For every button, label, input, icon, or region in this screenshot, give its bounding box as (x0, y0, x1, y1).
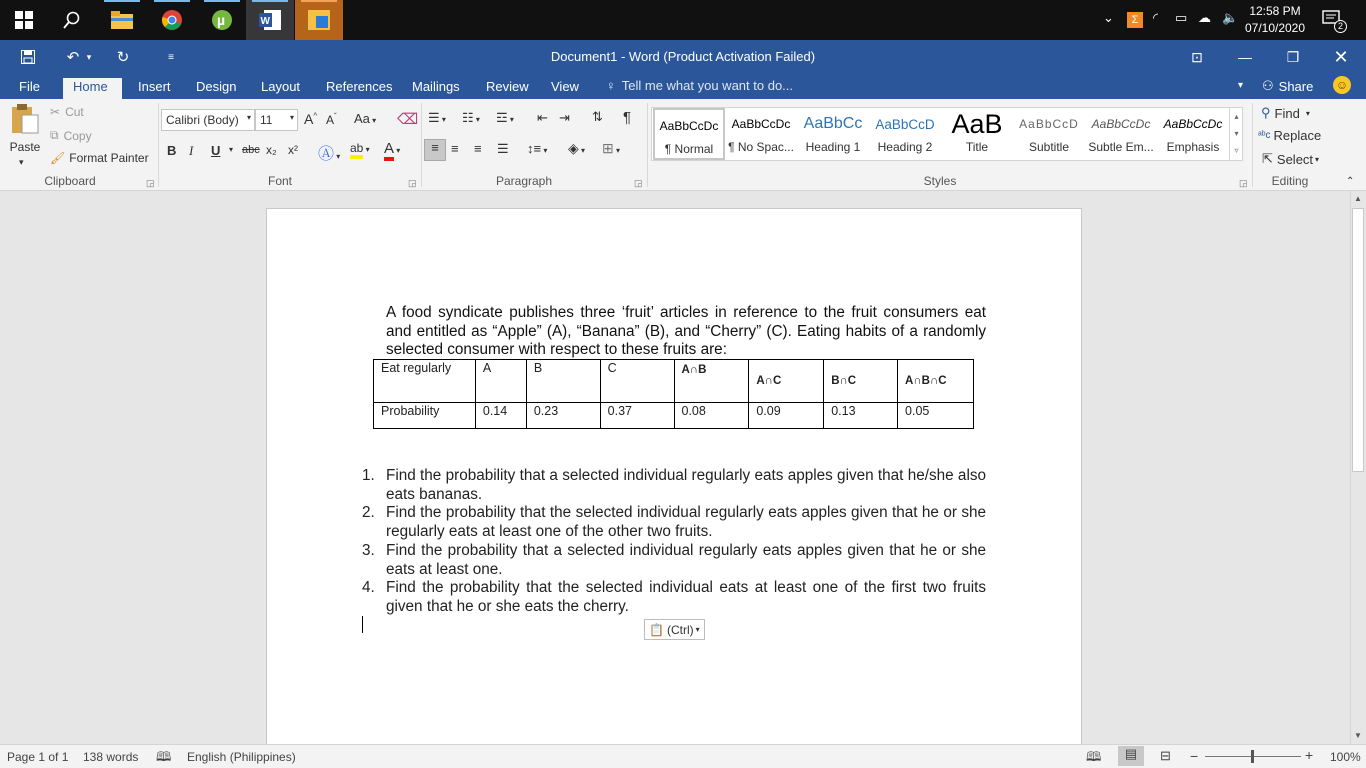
windows-logo-icon (15, 11, 33, 29)
smiley-icon[interactable]: ☺ (1333, 76, 1351, 94)
word-count[interactable]: 138 words (83, 750, 139, 764)
undo-icon: ↶ (66, 49, 80, 66)
chevron-down-icon: ▾ (229, 145, 234, 154)
list-item[interactable]: 1. Find the probability that a selected individual regularly eats apples given that he/she also eats bananas. (362, 467, 986, 503)
notification-badge: 2 (1334, 20, 1347, 33)
tab-references[interactable]: References (326, 79, 393, 94)
search-button[interactable] (48, 0, 96, 40)
table-cell[interactable]: C (600, 360, 674, 403)
style-emphasis[interactable]: AaBbCcDc Emphasis (1163, 117, 1223, 154)
chevron-down-icon: ▾ (695, 625, 700, 634)
zoom-out-icon[interactable]: − (1190, 748, 1199, 764)
group-separator (647, 103, 648, 187)
highlight-button[interactable]: ab ▾ (350, 141, 370, 155)
copy-button[interactable]: ⧉ Copy (50, 128, 92, 143)
lightbulb-icon: ♀ (606, 78, 616, 93)
align-left-icon: ≡ (431, 140, 439, 155)
print-layout-icon[interactable]: ▤ (1118, 746, 1144, 766)
bullets-button[interactable]: ☰ ▾ (428, 110, 446, 125)
collapse-ribbon-chevron[interactable] (1346, 176, 1354, 187)
svg-text:W: W (260, 16, 270, 27)
numbering-button[interactable]: ☷ ▾ (462, 110, 480, 125)
subscript-button[interactable]: x₂ (266, 143, 277, 157)
folder-icon (111, 11, 133, 29)
start-button[interactable] (0, 0, 48, 40)
chevron-up-icon[interactable]: ▴ (1234, 112, 1239, 121)
chrome-icon (161, 9, 183, 31)
style-title[interactable]: AaB Title (951, 108, 1003, 154)
table-cell[interactable]: B∩C (824, 360, 898, 403)
decrease-indent-button[interactable] (537, 110, 548, 126)
text-effects-button[interactable]: Ⓐ ▾ (318, 146, 341, 163)
bold-button[interactable]: B (167, 143, 177, 158)
clipboard-launcher[interactable] (146, 178, 155, 189)
ribbon-display-options[interactable] (1174, 40, 1220, 74)
text-effects-icon: Ⓐ (318, 146, 335, 163)
chevron-up-icon[interactable]: ⌄ (1103, 10, 1114, 25)
taskbar-files[interactable] (295, 0, 343, 40)
wifi-icon[interactable]: ◜ (1153, 10, 1159, 25)
zoom-slider-thumb[interactable] (1251, 750, 1254, 763)
battery-icon[interactable]: ▭ (1175, 10, 1188, 25)
table-cell[interactable]: 0.23 (526, 403, 600, 429)
table-cell[interactable]: A∩B (674, 360, 749, 403)
table-cell[interactable]: A (475, 360, 526, 403)
system-clock[interactable]: 12:58 PM 07/10/2020 (1244, 4, 1306, 35)
zoom-level[interactable]: 100% (1330, 750, 1361, 764)
taskbar-word[interactable] (246, 0, 294, 40)
style-no-spacing[interactable]: AaBbCcDc ¶ No Spac... (728, 117, 794, 154)
tab-design[interactable]: Design (196, 79, 237, 94)
justify-button[interactable] (497, 141, 509, 157)
font-size-box[interactable]: 11 ▾ (255, 109, 298, 131)
list-item[interactable]: 4. Find the probability that the selected individual eats at least one of the first two fruits given that he or she eats the cherry. (362, 579, 986, 615)
chevron-down-icon[interactable]: ▾ (1234, 129, 1239, 138)
borders-icon: ⊞ (602, 140, 614, 156)
table-cell[interactable]: Eat regularly (374, 360, 476, 403)
chevron-up-icon: ⌃ (1346, 176, 1355, 187)
shading-button[interactable]: ◈ ▾ (568, 140, 586, 156)
sort-icon: ⇅ (592, 109, 603, 124)
web-layout-icon[interactable]: ⊟ (1160, 748, 1171, 763)
line-spacing-button[interactable]: ↕≡ ▾ (527, 141, 548, 156)
minimize-button[interactable] (1222, 40, 1268, 74)
windows-taskbar (0, 0, 1366, 40)
cursor-icon: ⇱ (1262, 151, 1273, 166)
table-cell[interactable]: B (526, 360, 600, 403)
align-center-button[interactable] (451, 141, 459, 156)
chevron-down-icon: ▾ (289, 113, 294, 122)
justify-icon: ☰ (497, 141, 509, 156)
dialog-launcher-icon: ◲ (408, 178, 417, 188)
scroll-up-icon[interactable]: ▲ (1354, 194, 1362, 203)
tab-review[interactable]: Review (486, 79, 529, 94)
tray-app-icon[interactable]: Σ (1127, 12, 1143, 28)
grow-font-button[interactable]: A^ (304, 111, 318, 127)
font-launcher[interactable] (408, 178, 417, 189)
volume-icon[interactable]: 🔈 (1222, 10, 1239, 25)
paragraph-launcher[interactable] (634, 178, 643, 189)
word-icon (259, 10, 281, 30)
text-cursor (362, 616, 363, 633)
sort-button[interactable] (592, 109, 603, 125)
window-title: Document1 - Word (Product Activation Failed) (550, 49, 816, 64)
title-bar (0, 40, 1366, 74)
tell-me-box[interactable]: ♀ Tell me what you want to do... (606, 78, 794, 93)
ribbon-display-icon: ⊡ (1191, 48, 1203, 65)
table-cell[interactable]: 0.09 (749, 403, 824, 429)
table-cell[interactable]: Probability (374, 403, 476, 429)
replace-icon: ᵃᵇc (1258, 130, 1271, 141)
shrink-font-button[interactable]: $A^ˇ$ (326, 112, 337, 127)
proofing-icon[interactable]: 🕮 (156, 749, 172, 764)
superscript-button[interactable]: x² (288, 143, 298, 157)
styles-scroll[interactable] (1229, 108, 1243, 160)
increase-indent-button[interactable] (559, 110, 570, 126)
close-button[interactable] (1318, 40, 1364, 74)
style-heading-2[interactable]: AaBbCcD Heading 2 (875, 116, 935, 154)
style-subtitle[interactable]: AaBbCcD Subtitle (1019, 117, 1079, 154)
cut-button[interactable]: ✂ Cut (50, 105, 84, 119)
chevron-down-icon: ▾ (246, 113, 251, 122)
tab-file[interactable]: File (19, 79, 40, 94)
table-cell[interactable]: 0.13 (824, 403, 898, 429)
replace-button[interactable]: ᵃᵇc Replace (1258, 128, 1322, 143)
bullets-icon: ☰ (428, 110, 440, 125)
paste-button[interactable]: Paste (8, 103, 42, 155)
table-row (374, 403, 974, 429)
copy-icon: ⧉ (50, 128, 59, 142)
eraser-icon: ⌫ (397, 111, 419, 128)
format-painter-button[interactable]: 🖌 Format Painter (50, 151, 149, 165)
paint-bucket-icon: ◈ (568, 140, 579, 156)
utorrent-icon (211, 9, 233, 31)
paste-dropdown[interactable] (19, 157, 24, 168)
underline-button[interactable]: U (211, 143, 221, 158)
align-right-icon: ≡ (474, 141, 482, 156)
tab-view[interactable]: View (551, 79, 579, 94)
font-color-button[interactable]: A ▾ (384, 141, 400, 156)
tab-mailings[interactable]: Mailings (412, 79, 460, 94)
borders-button[interactable]: ⊞ ▾ (602, 140, 620, 156)
folder-yellow-icon (308, 10, 330, 30)
multilevel-list-button[interactable]: ☲ ▾ (496, 110, 514, 125)
action-center-button[interactable] (1322, 10, 1346, 32)
dialog-launcher-icon: ◲ (1239, 178, 1248, 188)
line-spacing-icon: ↕≡ (527, 141, 542, 156)
group-label-clipboard: Clipboard (44, 174, 96, 188)
minimize-icon: — (1238, 49, 1252, 65)
show-formatting-button[interactable] (623, 109, 631, 126)
customize-icon: ≡ (168, 51, 174, 63)
align-center-icon: ≡ (451, 141, 459, 156)
search-icon: ⚲ (1261, 105, 1271, 120)
status-bar (0, 744, 1366, 768)
chevron-down-icon: ▾ (86, 51, 92, 62)
find-button[interactable]: ⚲ Find ▾ (1261, 105, 1310, 121)
strikethrough-button[interactable]: abc (242, 144, 260, 156)
restore-icon: ❐ (1286, 48, 1300, 65)
document-page[interactable] (266, 208, 1082, 748)
svg-text:µ: µ (217, 12, 226, 28)
scroll-down-icon[interactable]: ▼ (1354, 731, 1362, 740)
probability-table[interactable] (373, 359, 974, 429)
taskbar-utorrent[interactable] (198, 0, 246, 40)
align-left-button[interactable] (424, 139, 446, 161)
tab-layout[interactable]: Layout (261, 79, 301, 94)
tab-home[interactable]: Home (63, 78, 122, 99)
group-label-editing: Editing (1271, 174, 1309, 188)
read-mode-icon[interactable]: 🕮 (1086, 749, 1102, 764)
repeat-icon: ↻ (116, 49, 130, 66)
search-icon (63, 11, 81, 29)
align-right-button[interactable] (474, 141, 482, 156)
outdent-icon: ⇤ (537, 110, 548, 125)
highlighter-icon: ab (350, 141, 363, 159)
group-separator (158, 103, 159, 187)
list-item[interactable]: 2. Find the probability that the selected individual regularly eats apples given that he or she regularly eats at least one of the other two fruits. (362, 504, 986, 541)
table-cell[interactable]: A∩C (749, 360, 824, 403)
numbering-icon: ☷ (462, 110, 474, 125)
page-count[interactable]: Page 1 of 1 (7, 750, 69, 764)
table-row (374, 360, 974, 403)
scrollbar-thumb[interactable] (1352, 208, 1364, 472)
table-cell[interactable]: 0.37 (600, 403, 674, 429)
share-button[interactable]: ⚇ Share (1262, 78, 1314, 94)
group-label-paragraph: Paragraph (495, 174, 553, 188)
close-icon: ✕ (1333, 46, 1349, 67)
ribbon-tabs (0, 74, 1366, 99)
underline-dropdown[interactable] (229, 145, 233, 154)
language[interactable]: English (Philippines) (187, 750, 296, 764)
list-item[interactable]: 3. Find the probability that a selected individual regularly eats apples given that he or she eats at least one. (362, 541, 986, 578)
select-button[interactable]: ⇱ Select ▾ (1262, 151, 1320, 167)
clipboard-icon: 📋 (649, 622, 664, 637)
group-label-styles: Styles (923, 174, 957, 188)
table-cell[interactable]: 0.08 (674, 403, 749, 429)
styles-gallery (651, 107, 1243, 161)
question-list (362, 467, 986, 617)
style-heading-1[interactable]: AaBbCc Heading 1 (803, 115, 863, 154)
indent-icon: ⇥ (559, 110, 570, 125)
font-color-icon: A (384, 140, 394, 161)
scissors-icon: ✂ (50, 105, 61, 119)
table-cell[interactable]: A∩B∩C (898, 360, 974, 403)
collapse-ribbon-button[interactable] (1238, 80, 1243, 91)
table-cell[interactable]: 0.14 (475, 403, 526, 429)
zoom-in-icon[interactable]: + (1305, 747, 1314, 763)
ribbon-home (0, 99, 1366, 191)
tab-insert[interactable]: Insert (138, 79, 171, 94)
multilevel-icon: ☲ (496, 110, 508, 125)
paste-options-button[interactable]: 📋 (Ctrl) ▾ (644, 619, 705, 640)
pilcrow-icon: ¶ (623, 109, 632, 126)
style-subtle-emphasis[interactable]: AaBbCcDc Subtle Em... (1088, 117, 1154, 154)
clear-formatting-button[interactable] (397, 110, 418, 128)
intro-paragraph[interactable]: A food syndicate publishes three ‘fruit’ articles in reference to the fruit consumers eat and entitled as “Apple” (A), “Banana” (B), and “Cherry” (C). Eating habits of a randomly selected consumer with respect to these fruits are: (386, 304, 986, 359)
paste-icon (10, 103, 40, 135)
group-separator (421, 103, 422, 187)
chevron-down-icon: ▾ (19, 157, 24, 167)
table-cell[interactable]: 0.05 (898, 403, 974, 429)
dialog-launcher-icon: ◲ (146, 178, 155, 188)
person-icon: ⚇ (1262, 78, 1274, 93)
chevron-down-icon: ▾ (1238, 80, 1244, 91)
font-name-box[interactable]: Calibri (Body) ▾ (161, 109, 255, 131)
brush-icon: 🖌 (50, 151, 66, 165)
taskbar-file-explorer[interactable] (98, 0, 146, 40)
taskbar-chrome[interactable] (148, 0, 196, 40)
change-case-button[interactable]: Aa ▾ (354, 111, 377, 126)
restore-button[interactable] (1270, 40, 1316, 74)
more-styles-icon[interactable]: ▿ (1234, 146, 1239, 155)
italic-button[interactable]: I (189, 143, 194, 158)
group-label-font: Font (267, 174, 292, 188)
style-normal[interactable]: AaBbCcDc ¶ Normal (653, 108, 725, 160)
cloud-icon[interactable]: ☁ (1198, 10, 1211, 25)
dialog-launcher-icon: ◲ (634, 178, 643, 188)
